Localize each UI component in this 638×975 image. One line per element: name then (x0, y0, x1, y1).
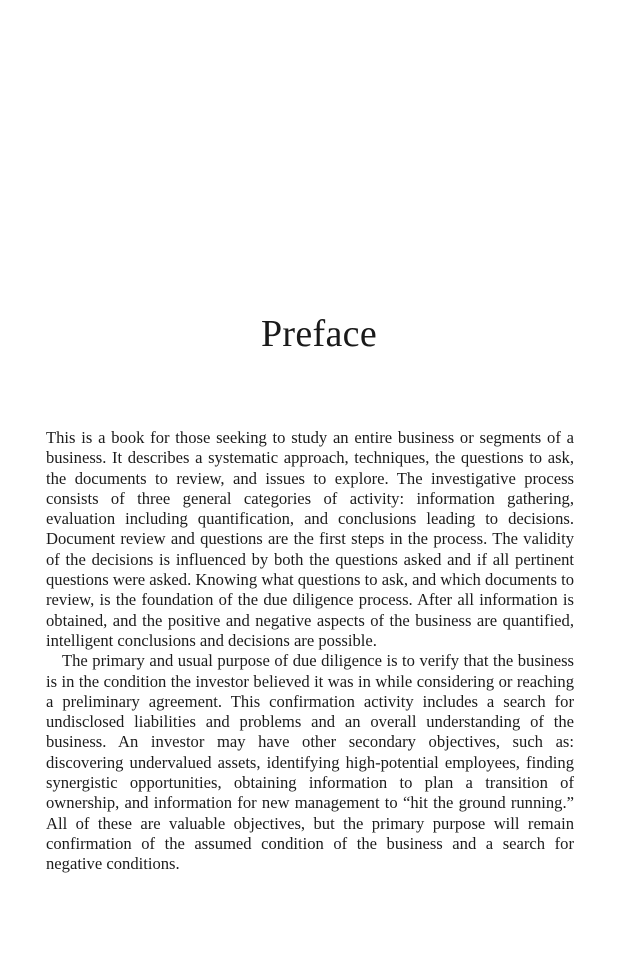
paragraph-1: This is a book for those seeking to study an entire business or segments of a business. It describes a systematic approach, techniques, the questions to ask, the documents to review, and issues to explore. The investigative process consists of three general categories of activity: information gathering, evaluation including quantification, and conclusions leading to decisions. Document review and questions are the first steps in the process. The validity of the decisions is influenced by both the questions asked and if all pertinent questions were asked. Knowing what questions to ask, and which documents to review, is the foundation of the due diligence process. After all information is obtained, and the positive and negative aspects of the business are quantified, intelligent conclusions and decisions are possible. (46, 428, 574, 650)
paragraph-2: The primary and usual purpose of due diligence is to verify that the business is in the condition the investor believed it was in while considering or reaching a preliminary agreement. This confirmation activity includes a search for undisclosed liabilities and problems and an overall understanding of the business. An investor may have other secondary objectives, such as: discovering undervalued assets, identifying high-potential employees, finding synergistic opportunities, obtaining information to plan a transition of ownership, and information for new management to “hit the ground running.” All of these are valuable objectives, but the primary purpose will remain confirmation of the assumed condition of the business and a search for negative conditions. (46, 651, 574, 874)
page-title: Preface (260, 313, 377, 355)
preface-body (46, 428, 574, 875)
